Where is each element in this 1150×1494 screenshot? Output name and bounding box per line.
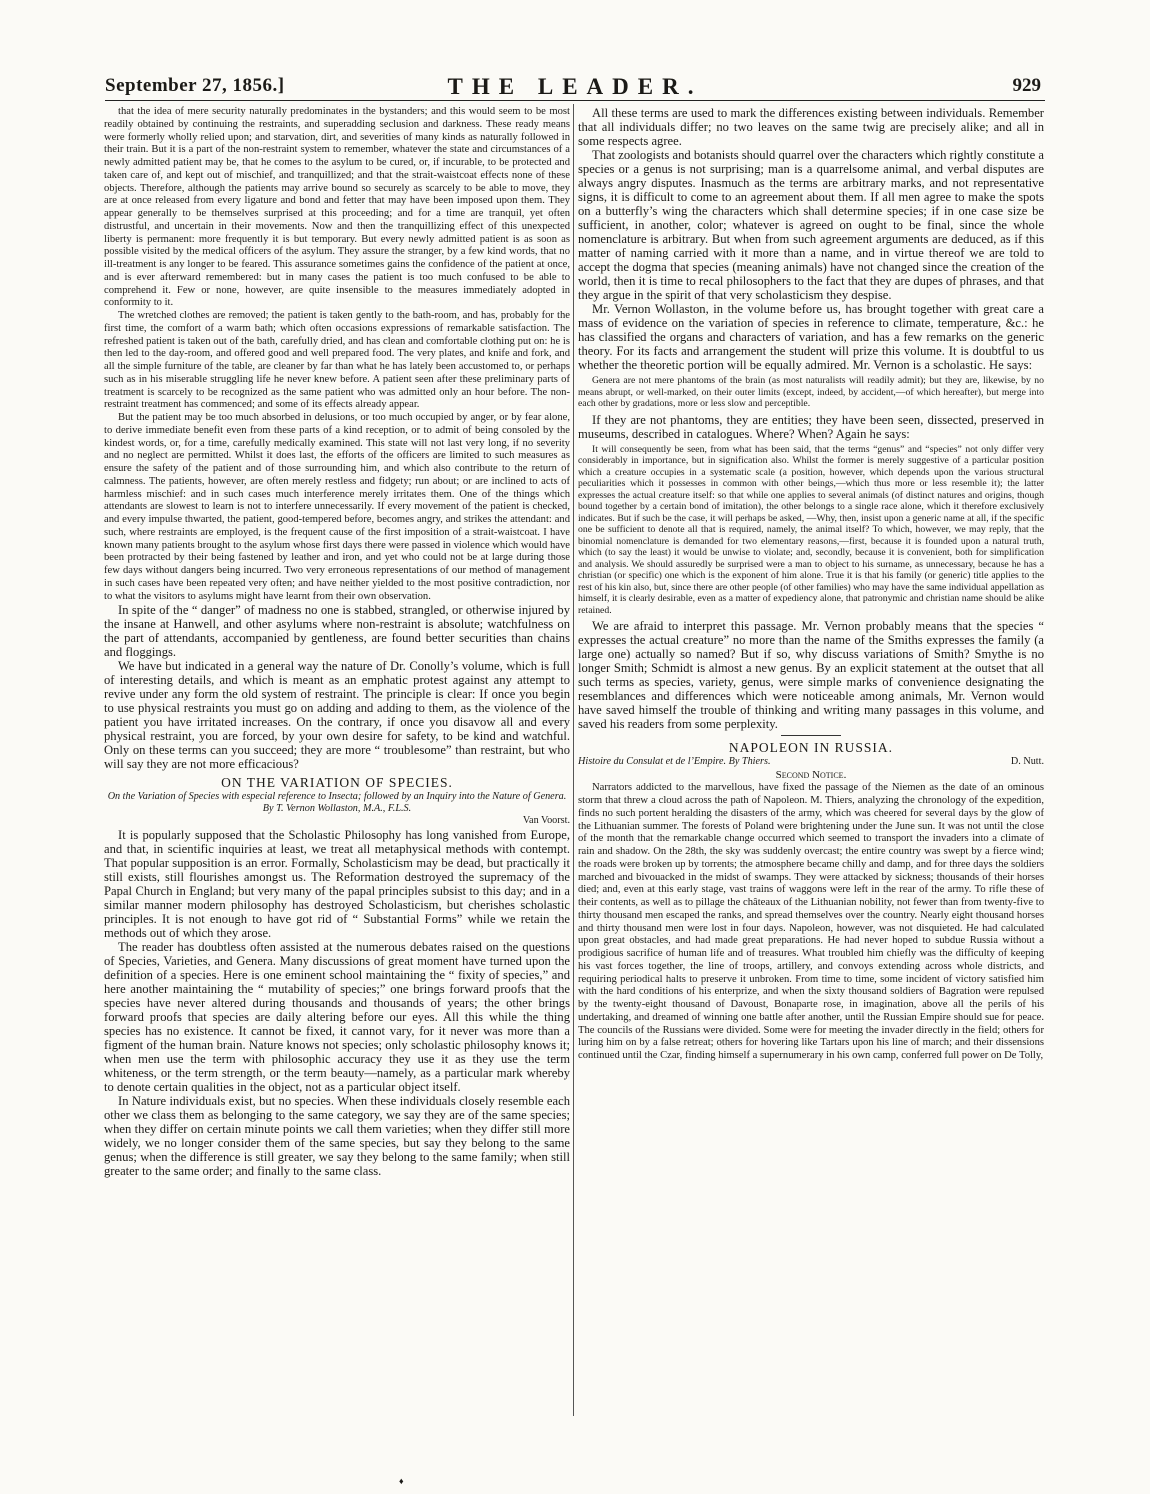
paragraph: Narrators addicted to the marvellous, have fixed the passage of the Niemen as the date of an ominous storm that threw a cloud across the path of Napoleon. M. Thiers, analyzing the chronology of the expedition, finds no such portent heralding the disasters of the army, which was cheered for several days by the glow of the Lithuanian summer. The forests of Poland were brightening under the June sun. It was not until the close of the month that the remarkable change occurred which seemed to transport the invaders into a climate of rain and shadow. On the 28th, the sky was suddenly overcast; the entire country was swept by a fierce wind; the roads were broken up by torrents; the atmosphere became chilly and damp, and for three days the soldiers marched and bivouacked in the midst of swamps. They were attacked by sickness; thousands of their horses died; and, even at this early stage, vast trains of waggons were left in the rear of the army. To rifle these of their contents, as well as to pillage the châteaux of the Lithuanian nobility, not fewer than from twenty-five to thirty thousand men escaped the ranks, and spread themselves over the country. Nearly eight thousand horses and thirty thousand men were lost in four days. Napoleon, however, was not disquieted. He had calculated upon great obstacles, and had made great preparations. He had never hoped to subdue Russia without a prodigious sacrifice of human life and of treasures. What troubled him chiefly was the difficulty of keeping his vast forces together, the line of troops, artillery, and convoys extending across whole districts, and requiring periodical halts to preserve it unbroken. From time to time, some incident of victory satisfied him with the hard conditions of his enterprize, and when the sixty thousand soldiers of Bagration were repulsed by the twenty-eight thousand of Davoust, Bonaparte rose, in imagination, above all the perils of his undertaking, and dreamed of winning one battle after another, until the Russian Empire should sue for peace. The councils of the Russians were divided. Some were for meeting the invader directly in the field; others for luring him on by a false retreat; others for hovering like Tartars upon his line of march; and their dissensions continued until the Czar, finding himself a supernumerary in his own camp, conferred full power on De Tolly, xyxy=(578,782,1044,1061)
issue-date: September 27, 1856.] xyxy=(105,75,285,96)
footer-mark: ♦ xyxy=(399,1476,404,1486)
article-heading: ON THE VARIATION OF SPECIES. xyxy=(221,775,453,791)
paragraph: It is popularly supposed that the Scholastic Philosophy has long vanished from Europe, and that, in scientific inquiries at least, we treat all metaphysical methods with contempt. That popular supposition is an error. Formally, Scholasticism may be dead, but practically it still exists, still flourishes amongst us. The Reformation destroyed the supremacy of the Papal Church in England; but very many of the papal principles subsist to this day; and in a similar manner modern philosophy has destroyed Scholasticism, but cherishes scholastic principles. It is not enough to have got rid of “ Substantial Forms” while we retain the methods out of which they arose. xyxy=(104,827,570,940)
paragraph: Mr. Vernon Wollaston, in the volume before us, has brought together with great care a mass of evidence on the variation of species in reference to climate, temperature, &c.: he has classified the organs and characters of variation, and has a few remarks on the generic theory. For its facts and arrangement the student will prize this volume. It is doubtful to us whether the theoretic portion will be equally admired. Mr. Vernon is a scholastic. He says: xyxy=(578,302,1044,372)
block-quote: It will consequently be seen, from what has been said, that the terms “genus” and “species” not only differ very considerably in importance, but in signification also. Whilst the former is merely suggestive of a particular position which a creature occupies in a systematic scale (a position, however, which depends upon the various structural peculiarities which it possesses in common with other beings,—which thus more or less resemble it); the latter expresses the actual creature itself: so that while one applies to several animals (of distinct natures and origins, though bound together by a certain bond of imitation), the other belongs to a single race alone, which it therefore exclusively indicates. But if such be the case, it will perhaps be asked, —Why, then, insist upon a generic name at all, if the specific one be sufficient to denote all that is required, namely, the animal itself? To which, however, we may reply, that the binomial nomenclature is demanded for two elementary reasons,—first, because it is founded upon a natural truth, which (to say the least) it would be unwise to violate; and, secondly, because it is convenient, both for simplification and analysis. We should assuredly be surprised were a man to object to his surname, as unnecessary, because he has a christian (or specific) one which is the exponent of him alone. True it is that his family (or generic) title applies to the rest of his kin also, but, since there are other people (of other families) who may have the same individual appellation as himself, it is clearly desirable, even as a matter of expediency alone, that patronymic and christian name should be alike retained. xyxy=(578,443,1044,616)
book-citation: On the Variation of Species with especial reference to Insecta; followed by an Inquiry into the Nature of Genera. By T. Vernon Wollaston, M.A., F.L.S. xyxy=(107,791,567,814)
newspaper-title: THE LEADER. xyxy=(447,74,703,99)
left-column xyxy=(104,106,570,1416)
paragraph: In Nature individuals exist, but no species. When these individuals closely resemble each other we class them as belonging to the same category, we say they are of the same species; when they differ on certain minute points we call them varieties; when they differ still more widely, we no longer consider them of the same species, but say they belong to the same genus; when the difference is still greater, we say they belong to the same family; when still greater to the same order; and finally to the same class. xyxy=(104,1093,570,1178)
notice-label: Second Notice. xyxy=(775,768,847,781)
paragraph: That zoologists and botanists should quarrel over the characters which rightly constitute a species or a genus is not surprising; man is a quarrelsome animal, and verbal disputes are always angry disputes. Inasmuch as the terms are arbitrary marks, and not representative signs, it is difficult to come to an agreement about them. If all men agree to make the spots on a butterfly’s wing the characters which shall determine species; if in one case size be sufficient, in another, color; whatever is agreed on ought to be final, since the whole nomenclature is arbitrary. But when from such agreement arguments are deduced, as if this matter of naming carried with it more than a name, and in virtue thereof we are told to accept the dogma that species (meaning animals) have not changed since the creation of the world, then it is time to recal philosophers to the fact that they are dupes of phrases, and that they argue in the spirit of that very scholasticism they despise. xyxy=(578,148,1044,302)
publisher: D. Nutt. xyxy=(1010,755,1044,767)
book-citation-line xyxy=(578,756,1044,769)
masthead xyxy=(105,72,1045,101)
paragraph: But the patient may be too much absorbed in delusions, or too much occupied by anger, or by fear alone, to derive immediate benefit even from these parts of a kind reception, or to admit of being consoled by the kindest words, or, for a time, carefully medically examined. This state will not last very long, if no severity and no neglect are permitted. Whilst it does last, the efforts of the officers are limited to such measures as ensure the safety of the patient and of those surrounding him, and which also contribute to the return of calmness. The patients, however, are often merely restless and fidgety; run about; or are inclined to acts of harmless mischief: and in such cases much interference merely irritates them. One of the things which attendants are slowest to learn is not to interfere unnecessarily. If every movement of the patient is checked, and every impulse thwarted, the patient, good-tempered before, becomes angry, and strikes the attendant: and such, where restraints are employed, is the frequent cause of the first imposition of a strait-waistcoat. I have known many patients brought to the asylum whose first days there were passed in violence which would have been protracted by their being fastened by leather and iron, and yet who could not be at large during those few days without dangers being incurred. Two very erroneous representations of our method of management in such cases have been repeated very often; and have neither yielded to the most positive contradiction, nor to what the visitors to asylums might have learnt from their own observation. xyxy=(104,412,570,602)
paragraph: In spite of the “ danger” of madness no one is stabbed, strangled, or otherwise injured by the insane at Hanwell, and other asylums where non-restraint is absolute; watchfulness on the part of attendants, accompanied by gentleness, are found better securities than chains and floggings. xyxy=(104,603,570,660)
paragraph: The wretched clothes are removed; the patient is taken gently to the bath-room, and has, probably for the first time, the comfort of a warm bath; which often occasions expressions of remarkable satisfaction. The refreshed patient is taken out of the bath, carefully dried, and has clean and comfortable clothing put on: he is then led to the day-room, and offered good and well prepared food. The very plates, and knife and fork, and all the simple furniture of the table, are cleaner by far than what he has lately been accustomed to, or perhaps such as in his miserable struggling life he never knew before. A patient seen after these preliminary parts of treatment is scarcely to be recognized as the same patient who was admitted only an hour before. The non-restraint treatment has commenced; and some of its effects already appear. xyxy=(104,310,570,411)
article-heading: NAPOLEON IN RUSSIA. xyxy=(728,740,894,755)
paragraph: We have but indicated in a general way the nature of Dr. Conolly’s volume, which is full of interesting details, and which is meant as an emphatic protest against any attempt to revive under any form the old system of restraint. The principle is clear: If once you begin to use physical restraints you must go on adding and adding to them, as the violence of the patient you have irritated increases. On the contrary, if once you disavow all and every physical restraint, you are forced, by your own desire for safety, to be kind and watchful. Only on these terms can you succeed; they are more “ troublesome” than restraint, but who will say they are not more efficacious? xyxy=(104,659,570,772)
paragraph: We are afraid to interpret this passage. Mr. Vernon probably means that the species “ expresses the actual creature” no more than the name of the Smiths expresses the family (a large one) actually so named? But if so, why discuss variations of Smith? Smythe is no longer Smith; Schmidt is almost a new genus. By an explicit statement at the outset that all such terms as species, variety, genus, were simple marks of convenience designating the resemblances and differences which were noticeable among animals, Mr. Vernon would have saved himself the trouble of thinking and writing many passages in this volume, and saved his readers from some perplexity. xyxy=(578,619,1044,731)
paragraph: that the idea of mere security naturally predominates in the bystanders; and this would seem to be most readily obtained by continuing the restraints, and superadding seclusion and darkness. These ready means were formerly wholly relied upon; and starvation, dirt, and severities of many kinds as naturally followed in their train. But it is a part of the non-restraint system to remember, whatever the state and circumstances of a newly admitted patient may be, that he comes to the asylum to be cured, or, if incurable, to be protected and taken care of, and kept out of mischief, and tranquillized; and that the strait-waistcoat effects none of these objects. Therefore, although the patients may arrive bound so securely as scarcely to be able to move, they are at once released from every ligature and bond and fetter that may have been imposed upon them. They appear generally to be themselves surprised at this proceeding; and for a time are tranquil, yet often distrustful, and uncertain in their movements. Now and then the tranquillizing effect of this unexpected liberty is permanent: more frequently it is but temporary. But every newly admitted patient is as soon as possible visited by the medical officers of the asylum. They assure the stranger, by a few kind words, that no ill-treatment is any longer to be feared. This assurance sometimes gains the confidence of the patient at once, and is ever afterward remembered: but in many cases the patient is too much confused to be able to comprehend it. Few or none, however, are quite insensible to the measures immediately adopted in conformity to it. xyxy=(104,106,570,309)
page-number: 929 xyxy=(1012,75,1041,96)
paragraph: If they are not phantoms, they are entities; they have been seen, dissected, preserved in museums, described in catalogues. Where? When? Again he says: xyxy=(578,412,1044,441)
paragraph: All these terms are used to mark the differences existing between individuals. Remember that all individuals differ; no two leaves on the same twig are precisely alike; and all in some respects agree. xyxy=(578,106,1044,148)
right-column xyxy=(578,106,1044,1416)
book-citation: Histoire du Consulat et de l’Empire. By Thiers. xyxy=(578,755,771,767)
paragraph: The reader has doubtless often assisted at the numerous debates raised on the questions of Species, Varieties, and Genera. Many discussions of great moment have turned upon the definition of a species. Here is one eminent school maintaining the “ fixity of species,” and here another maintaining the “ mutability of species;” one brings forward proofs that the species have never altered during thousands and thousands of years; the other brings forward proofs that species are daily altering before our eyes. All this while the thing species has no existence. It cannot be fixed, it cannot vary, for it never was more than a figment of the human brain. Nature knows not species; only scholastic philosophy knows it; when men use the term with philosophic accuracy they use it as they use the term whiteness, or the term strength, or the term beauty—namely, as a particular mark whereby to denote certain qualities in the object, not as a particular object itself. xyxy=(104,939,570,1094)
column-divider xyxy=(573,104,574,1416)
publisher: Van Voorst. xyxy=(522,815,570,826)
section-rule xyxy=(781,735,841,736)
block-quote: Genera are not mere phantoms of the brain (as most naturalists will readily admit); but they are, likewise, by no means abrupt, or well-marked, on their outer limits (except, indeed, by accident,—of which hereafter), but merge into each other by gradations, more or less slow and perceptible. xyxy=(578,375,1044,409)
